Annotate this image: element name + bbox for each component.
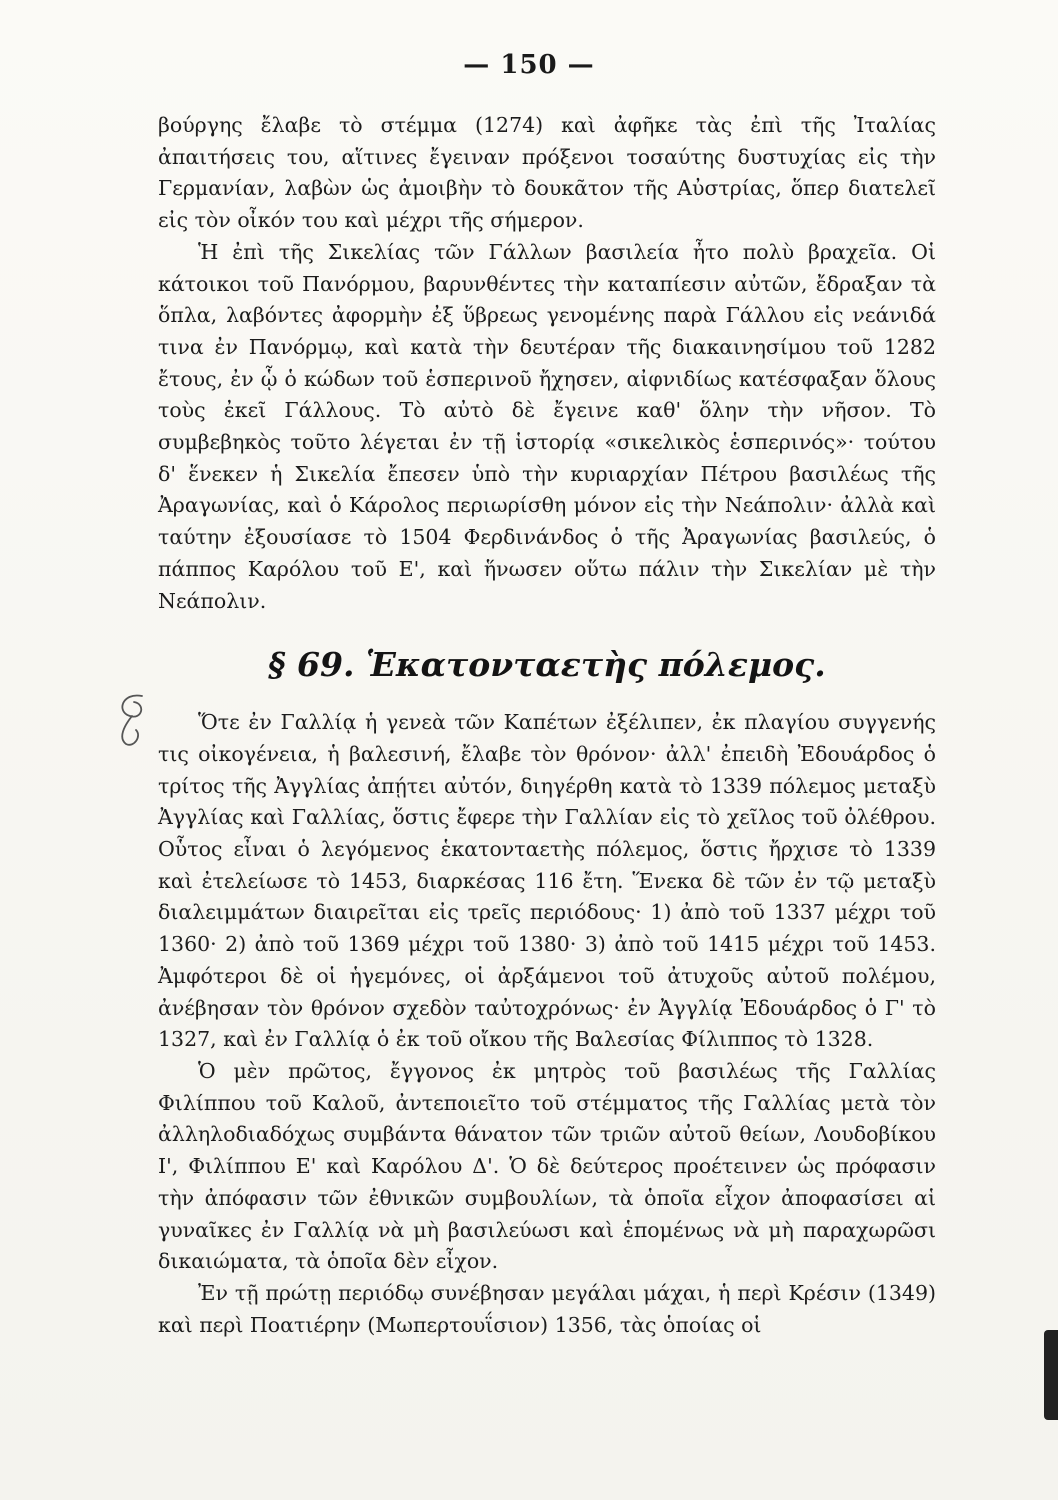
binding-edge-mark: [1044, 1330, 1058, 1420]
page-body: [158, 110, 936, 1341]
page-number: — 150 —: [463, 50, 595, 80]
handwritten-margin-mark: [112, 690, 156, 750]
paragraph-first-period: Ἐν τῇ πρώτῃ περιόδῳ συνέβησαν μεγάλαι μάχαι, ἡ περὶ Κρέσιν (1349) καὶ περὶ Ποατιέρην (Μωπερτουΐσιον) 1356, τὰς ὁποίας οἱ: [158, 1280, 936, 1337]
paragraph-claims: Ὁ μὲν πρῶτος, ἔγγονος ἐκ μητρὸς τοῦ βασιλέως τῆς Γαλλίας Φιλίππου τοῦ Καλοῦ, ἀντεποιεῖτο τοῦ στέμματος τῆς Γαλλίας μετὰ τὸν ἀλληλοδιαδόχως συμβάντα θάνατον τῶν τριῶν αὐτοῦ θείων, Λουδοβίκου Ι', Φιλίππου Ε' καὶ Καρόλου Δ'. Ὁ δὲ δεύτερος προέτεινεν ὡς πρόφασιν τὴν ἀπόφασιν τῶν ἐθνικῶν συμβουλίων, τὰ ὁποῖα εἶχον ἀποφασίσει αἱ γυναῖκες ἐν Γαλλίᾳ νὰ μὴ βασιλεύωσι καὶ ἑπομένως νὰ μὴ παραχωρῶσι δικαιώματα, τὰ ὁποῖα δὲν εἶχον.: [158, 1058, 936, 1274]
paragraph-sicily: Ἡ ἐπὶ τῆς Σικελίας τῶν Γάλλων βασιλεία ἦτο πολὺ βραχεῖα. Οἱ κάτοικοι τοῦ Πανόρμου, βαρυνθέντες τὴν καταπίεσιν αὐτῶν, ἔδραξαν τὰ ὅπλα, λαβόντες ἀφορμὴν ἐξ ὕβρεως γενομένης παρὰ Γάλλου εἰς νεάνιδά τινα ἐν Πανόρμῳ, καὶ κατὰ τὴν δευτέραν τῆς διακαινησίμου τοῦ 1282 ἔτους, ἐν ᾧ ὁ κώδων τοῦ ἑσπερινοῦ ἤχησεν, αἰφνιδίως κατέσφαξαν ὅλους τοὺς ἐκεῖ Γάλλους. Τὸ αὐτὸ δὲ ἔγεινε καθ' ὅλην τὴν νῆσον. Τὸ συμβεβηκὸς τοῦτο λέγεται ἐν τῇ ἱστορίᾳ «σικελικὸς ἑσπερινός»· τούτου δ' ἕνεκεν ἡ Σικελία ἔπεσεν ὑπὸ τὴν κυριαρχίαν Πέτρου βασιλέως τῆς Ἀραγωνίας, καὶ ὁ Κάρολος περιωρίσθη μόνον εἰς τὴν Νεάπολιν· ἀλλὰ καὶ ταύτην ἐξουσίασε τὸ 1504 Φερδινάνδος ὁ τῆς Ἀραγωνίας βασιλεύς, ὁ πάππος Καρόλου τοῦ Ε', καὶ ἥνωσεν οὕτω πάλιν τὴν Σικελίαν μὲ τὴν Νεάπολιν.: [158, 239, 936, 613]
paragraph-hundred-years-war: Ὅτε ἐν Γαλλίᾳ ἡ γενεὰ τῶν Καπέτων ἐξέλιπεν, ἐκ πλαγίου συγγενής τις οἰκογένεια, ἡ βαλεσινή, ἔλαβε τὸν θρόνον· ἀλλ' ἐπειδὴ Ἐδουάρδος ὁ τρίτος τῆς Ἀγγλίας ἀπῄτει αὐτόν, διηγέρθη κατὰ τὸ 1339 πόλεμος μεταξὺ Ἀγγλίας καὶ Γαλλίας, ὅστις ἔφερε τὴν Γαλλίαν εἰς τὸ χεῖλος τοῦ ὀλέθρου. Οὗτος εἶναι ὁ λεγόμενος ἑκατονταετὴς πόλεμος, ὅστις ἤρχισε τὸ 1339 καὶ ἐτελείωσε τὸ 1453, διαρκέσας 116 ἔτη. Ἕνεκα δὲ τῶν ἐν τῷ μεταξὺ διαλειμμάτων διαιρεῖται εἰς τρεῖς περιόδους· 1) ἀπὸ τοῦ 1337 μέχρι τοῦ 1360· 2) ἀπὸ τοῦ 1369 μέχρι τοῦ 1380· 3) ἀπὸ τοῦ 1415 μέχρι τοῦ 1453. Ἀμφότεροι δὲ οἱ ἡγεμόνες, οἱ ἀρξάμενοι τοῦ ἀτυχοῦς αὐτοῦ πολέμου, ἀνέβησαν τὸν θρόνον σχεδὸν ταὐτοχρόνως· ἐν Ἀγγλίᾳ Ἐδουάρδος ὁ Γ' τὸ 1327, καὶ ἐν Γαλλίᾳ ὁ ἐκ τοῦ οἴκου τῆς Βαλεσίας Φίλιππος τὸ 1328.: [158, 710, 936, 1052]
section-heading: § 69. Ἑκατονταετὴς πόλεμος.: [268, 645, 826, 685]
paragraph-continuation: βούργης ἔλαβε τὸ στέμμα (1274) καὶ ἀφῆκε τὰς ἐπὶ τῆς Ἰταλίας ἀπαιτήσεις του, αἵτινες ἔγειναν πρόξενοι τοσαύτης δυστυχίας εἰς τὴν Γερμανίαν, λαβὼν ὡς ἀμοιβὴν τὸ δουκᾶτον τῆς Αὐστρίας, ὅπερ διατελεῖ εἰς τὸν οἶκόν του καὶ μέχρι τῆς σήμερον.: [158, 113, 936, 233]
